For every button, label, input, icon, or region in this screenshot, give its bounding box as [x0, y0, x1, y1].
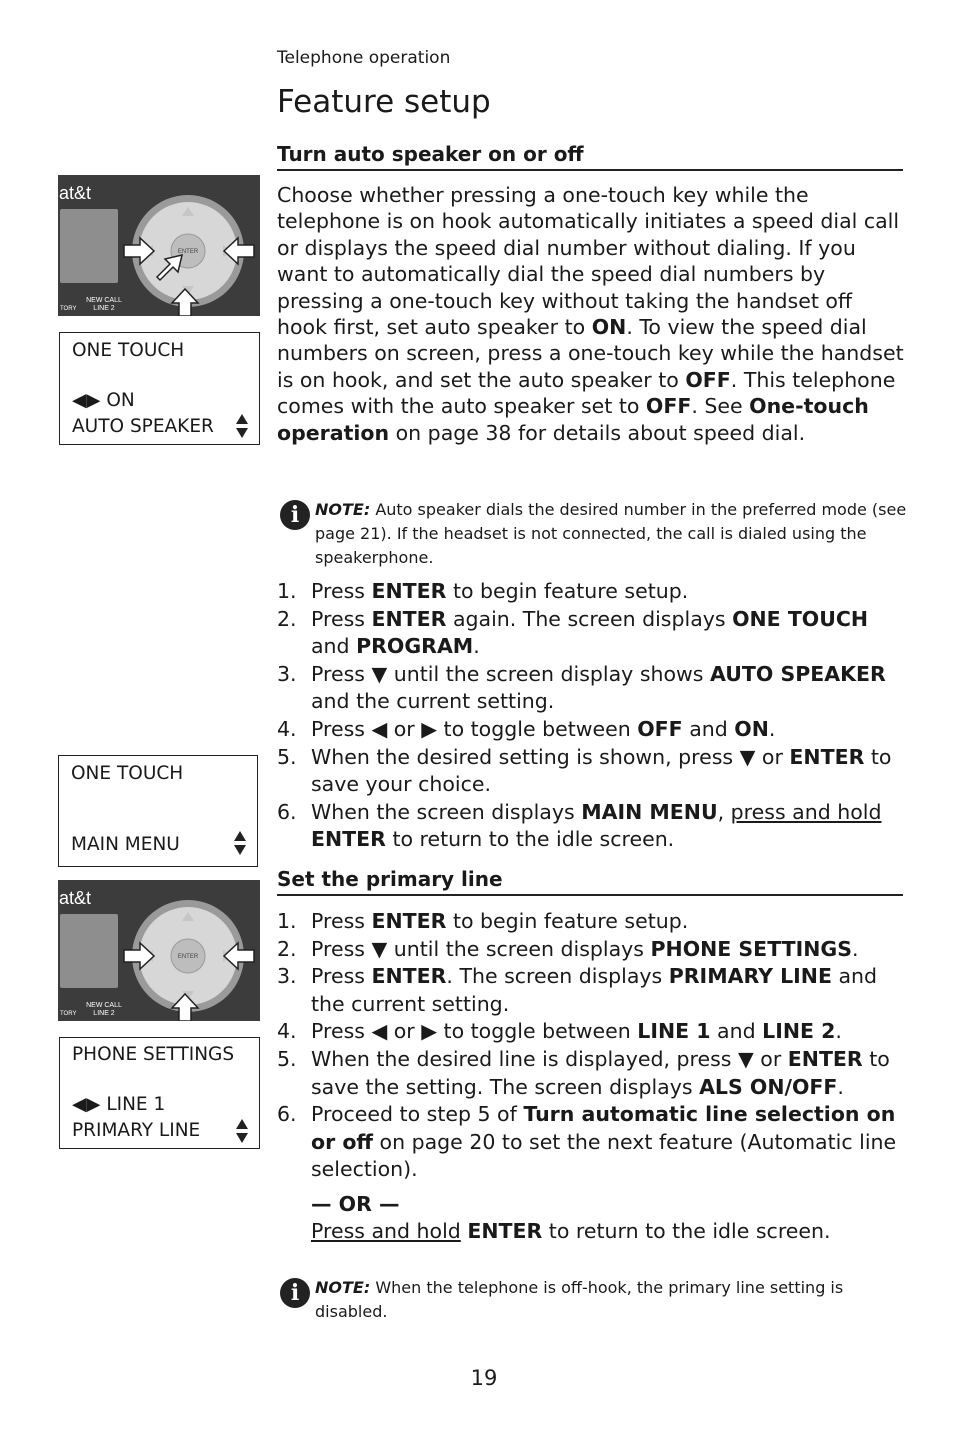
- lcd-line-3: AUTO SPEAKER: [72, 416, 214, 437]
- page-number: 19: [470, 1366, 498, 1390]
- list-item: 6. Proceed to step 5 of Turn automatic line selection on or off on page 20 to set the next feature (Automatic line selection).: [277, 1102, 897, 1182]
- brand-logo: at&t: [59, 183, 92, 203]
- enter-key-label: ENTER: [177, 249, 199, 255]
- up-down-arrow-icon: [235, 413, 249, 439]
- page-title: Feature setup: [277, 84, 491, 120]
- list-item: 3. Press ENTER. The screen displays PRIMARY LINE and the current setting.: [277, 964, 878, 1016]
- down-arrow-icon: ▼: [738, 1046, 754, 1071]
- line2-key-label: LINE 2: [93, 1010, 115, 1017]
- auto-speaker-intro: Choose whether pressing a one-touch key while the telephone is on hook automatically initiates a speed dial call or displays the speed dial number without dialing. If you want to automatically dial the speed dial numbers by pressing a one-touch key without taking the handset off hook first, set auto speaker to ON. To view the speed dial numbers on screen, press a one-touch key while the handset is on hook, and set the auto speaker to OFF. This telephone comes with the auto speaker set to OFF. See One-touch operation on page 38 for details about speed dial.: [277, 183, 904, 445]
- phone-keypad-svg: [58, 880, 260, 1021]
- list-item: 2. Press ▼ until the screen displays PHONE SETTINGS.: [277, 936, 859, 961]
- enter-key-label: ENTER: [177, 954, 199, 960]
- lcd-screen-primary-line: [59, 1037, 260, 1149]
- history-key-label: TORY: [60, 306, 77, 312]
- down-arrow-icon: ▼: [371, 936, 388, 961]
- list-item: 3. Press ▼ until the screen display shows AUTO SPEAKER and the current setting.: [277, 661, 886, 714]
- new-call-key-label: NEW CALL: [86, 1002, 122, 1009]
- list-item: 6. When the screen displays MAIN MENU, press and hold ENTER to return to the idle screen.: [277, 799, 882, 852]
- list-item: 5. When the desired line is displayed, press ▼ or ENTER to save the setting. The screen displays ALS ON/OFF.: [277, 1046, 890, 1099]
- lcd-line-1: ONE TOUCH: [72, 340, 185, 361]
- note-primary-line: i NOTE: When the telephone is off-hook, the primary line setting is disabled.: [280, 1276, 910, 1324]
- section-heading-auto-speaker: Turn auto speaker on or off: [277, 142, 903, 171]
- phone-keypad-illustration: [58, 175, 260, 316]
- down-arrow-icon: ▼: [739, 744, 756, 769]
- note-auto-speaker: i NOTE: Auto speaker dials the desired number in the preferred mode (see page 21). If the headset is not connected, the call is dialed using the speakerphone.: [280, 498, 910, 570]
- up-down-arrow-icon: [233, 830, 247, 856]
- section-heading-primary-line: Set the primary line: [277, 867, 903, 896]
- list-item: 4. Press ◀ or ▶ to toggle between OFF and ON.: [277, 716, 776, 741]
- alt-step: Press and hold ENTER to return to the idle screen.: [311, 1219, 831, 1243]
- lcd-line-2: ◀▶ ON: [72, 390, 135, 411]
- list-item: 1. Press ENTER to begin feature setup.: [277, 909, 689, 933]
- or-separator: — OR —: [311, 1192, 400, 1216]
- list-item: 1. Press ENTER to begin feature setup.: [277, 579, 689, 603]
- list-item: 4. Press ◀ or ▶ to toggle between LINE 1 and LINE 2.: [277, 1019, 842, 1044]
- section-label: Telephone operation: [277, 48, 451, 68]
- lcd-screen-main-menu: [58, 755, 258, 867]
- brand-logo: at&t: [59, 888, 92, 908]
- lcd-line-2: ◀▶ LINE 1: [72, 1094, 166, 1115]
- primary-line-steps: [277, 908, 911, 1184]
- list-item: 5. When the desired setting is shown, press ▼ or ENTER to save your choice.: [277, 744, 892, 797]
- lcd-line-3: PRIMARY LINE: [72, 1120, 201, 1141]
- right-arrow-icon: ▶: [421, 716, 438, 741]
- auto-speaker-steps: [277, 578, 911, 854]
- left-arrow-icon: ◀: [371, 1019, 388, 1044]
- left-arrow-icon: ◀: [371, 716, 388, 741]
- up-down-arrow-icon: [235, 1118, 249, 1144]
- phone-keypad-illustration: [58, 880, 260, 1021]
- info-icon: i: [280, 1278, 310, 1308]
- down-arrow-icon: ▼: [371, 661, 388, 686]
- line2-key-label: LINE 2: [93, 305, 115, 312]
- right-arrow-icon: ▶: [421, 1019, 438, 1044]
- lcd-line-2: MAIN MENU: [71, 834, 180, 855]
- lcd-line-1: PHONE SETTINGS: [72, 1044, 235, 1065]
- lcd-screen-auto-speaker: [59, 332, 260, 445]
- history-key-label: TORY: [60, 1011, 77, 1017]
- new-call-key-label: NEW CALL: [86, 297, 122, 304]
- phone-keypad-svg: [58, 175, 260, 316]
- lcd-line-1: ONE TOUCH: [71, 763, 184, 784]
- list-item: 2. Press ENTER again. The screen displays ONE TOUCH and PROGRAM.: [277, 606, 869, 659]
- info-icon: i: [280, 500, 310, 530]
